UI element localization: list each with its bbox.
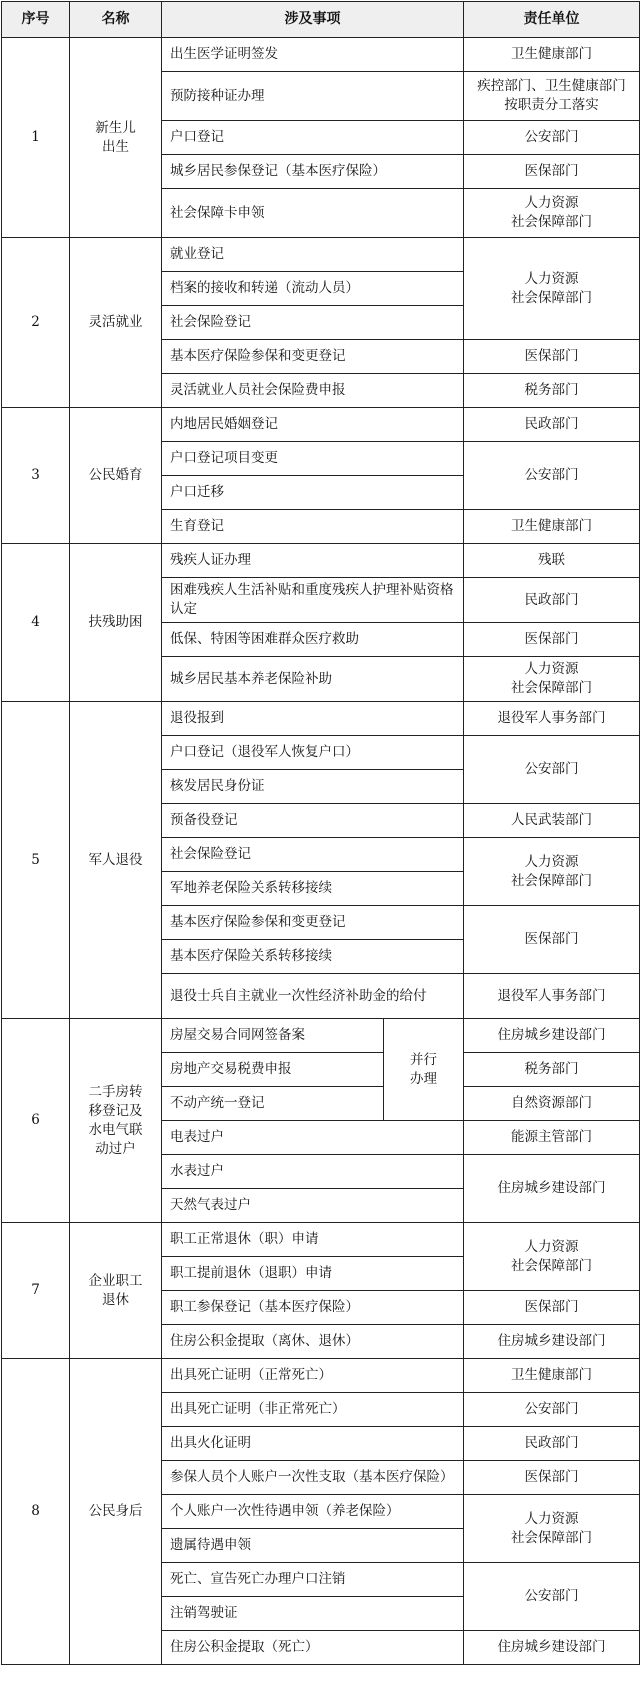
responsible-unit: 医保部门 (464, 906, 640, 974)
responsible-unit: 退役军人事务部门 (464, 702, 640, 736)
table-row (2, 238, 640, 272)
group-number: 8 (2, 1359, 70, 1665)
responsible-unit: 人力资源 社会保障部门 (464, 657, 640, 702)
responsible-unit: 住房城乡建设部门 (464, 1019, 640, 1053)
group-number: 3 (2, 408, 70, 544)
responsible-unit: 人民武装部门 (464, 804, 640, 838)
matter-item: 户口登记项目变更 (162, 442, 464, 476)
responsible-unit: 民政部门 (464, 408, 640, 442)
responsible-unit: 税务部门 (464, 374, 640, 408)
services-table (1, 1, 640, 1665)
matter-item: 死亡、宣告死亡办理户口注销 (162, 1563, 464, 1597)
matter-item: 个人账户一次性待遇申领（养老保险） (162, 1495, 464, 1529)
matter-item: 预备役登记 (162, 804, 464, 838)
matter-item: 低保、特困等困难群众医疗救助 (162, 623, 464, 657)
matter-item: 天然气表过户 (162, 1189, 464, 1223)
group-name: 军人退役 (70, 702, 162, 1019)
responsible-unit: 人力资源 社会保障部门 (464, 1223, 640, 1291)
responsible-unit: 公安部门 (464, 442, 640, 510)
responsible-unit: 疾控部门、卫生健康部门 按职责分工落实 (464, 72, 640, 121)
matter-item: 参保人员个人账户一次性支取（基本医疗保险） (162, 1461, 464, 1495)
matter-item: 户口迁移 (162, 476, 464, 510)
responsible-unit: 公安部门 (464, 1393, 640, 1427)
matter-item: 基本医疗保险参保和变更登记 (162, 340, 464, 374)
header-row (2, 2, 640, 38)
responsible-unit: 税务部门 (464, 1053, 640, 1087)
responsible-unit: 医保部门 (464, 1461, 640, 1495)
parallel-processing-note: 并行 办理 (384, 1019, 464, 1121)
table-row (2, 702, 640, 736)
responsible-unit: 人力资源 社会保障部门 (464, 189, 640, 238)
matter-item: 基本医疗保险参保和变更登记 (162, 906, 464, 940)
responsible-unit: 医保部门 (464, 623, 640, 657)
group-number: 4 (2, 544, 70, 702)
responsible-unit: 医保部门 (464, 1291, 640, 1325)
responsible-unit: 医保部门 (464, 155, 640, 189)
group-name: 公民婚育 (70, 408, 162, 544)
responsible-unit: 住房城乡建设部门 (464, 1155, 640, 1223)
group-number: 1 (2, 38, 70, 238)
matter-item: 出具死亡证明（正常死亡） (162, 1359, 464, 1393)
responsible-unit: 公安部门 (464, 121, 640, 155)
matter-item: 灵活就业人员社会保险费申报 (162, 374, 464, 408)
matter-item: 出具死亡证明（非正常死亡） (162, 1393, 464, 1427)
matter-item: 退役士兵自主就业一次性经济补助金的给付 (162, 974, 464, 1019)
matter-item: 就业登记 (162, 238, 464, 272)
responsible-unit: 住房城乡建设部门 (464, 1631, 640, 1665)
header-unit: 责任单位 (464, 2, 640, 38)
responsible-unit: 自然资源部门 (464, 1087, 640, 1121)
matter-item: 职工提前退休（退职）申请 (162, 1257, 464, 1291)
matter-item: 职工参保登记（基本医疗保险） (162, 1291, 464, 1325)
table-row (2, 544, 640, 578)
matter-item: 预防接种证办理 (162, 72, 464, 121)
matter-item: 退役报到 (162, 702, 464, 736)
table-row (2, 1019, 640, 1053)
matter-item: 核发居民身份证 (162, 770, 464, 804)
matter-item: 遗属待遇申领 (162, 1529, 464, 1563)
matter-item: 水表过户 (162, 1155, 464, 1189)
matter-item: 城乡居民参保登记（基本医疗保险） (162, 155, 464, 189)
responsible-unit: 住房城乡建设部门 (464, 1325, 640, 1359)
group-name: 公民身后 (70, 1359, 162, 1665)
table-row (2, 408, 640, 442)
responsible-unit: 卫生健康部门 (464, 38, 640, 72)
matter-item: 注销驾驶证 (162, 1597, 464, 1631)
matter-item: 内地居民婚姻登记 (162, 408, 464, 442)
matter-item: 残疾人证办理 (162, 544, 464, 578)
matter-item: 档案的接收和转递（流动人员） (162, 272, 464, 306)
matter-item: 社会保险登记 (162, 838, 464, 872)
matter-item: 住房公积金提取（死亡） (162, 1631, 464, 1665)
table-row (2, 1223, 640, 1257)
responsible-unit: 人力资源 社会保障部门 (464, 238, 640, 340)
responsible-unit: 公安部门 (464, 736, 640, 804)
group-name: 企业职工 退休 (70, 1223, 162, 1359)
responsible-unit: 退役军人事务部门 (464, 974, 640, 1019)
group-name: 扶残助困 (70, 544, 162, 702)
matter-item: 电表过户 (162, 1121, 464, 1155)
table-row (2, 38, 640, 72)
header-name: 名称 (70, 2, 162, 38)
responsible-unit: 公安部门 (464, 1563, 640, 1631)
matter-item: 社会保障卡申领 (162, 189, 464, 238)
matter-item: 军地养老保险关系转移接续 (162, 872, 464, 906)
matter-item: 户口登记 (162, 121, 464, 155)
responsible-unit: 能源主管部门 (464, 1121, 640, 1155)
group-name: 二手房转 移登记及 水电气联 动过户 (70, 1019, 162, 1223)
header-matters: 涉及事项 (162, 2, 464, 38)
matter-item: 出具火化证明 (162, 1427, 464, 1461)
table-row (2, 1359, 640, 1393)
responsible-unit: 残联 (464, 544, 640, 578)
matter-item: 困难残疾人生活补贴和重度残疾人护理补贴资格认定 (162, 578, 464, 623)
matter-item: 基本医疗保险关系转移接续 (162, 940, 464, 974)
responsible-unit: 人力资源 社会保障部门 (464, 1495, 640, 1563)
matter-item: 不动产统一登记 (162, 1087, 384, 1121)
responsible-unit: 人力资源 社会保障部门 (464, 838, 640, 906)
group-number: 5 (2, 702, 70, 1019)
matter-item: 城乡居民基本养老保险补助 (162, 657, 464, 702)
group-number: 6 (2, 1019, 70, 1223)
header-index: 序号 (2, 2, 70, 38)
responsible-unit: 卫生健康部门 (464, 1359, 640, 1393)
responsible-unit: 民政部门 (464, 1427, 640, 1461)
matter-item: 社会保险登记 (162, 306, 464, 340)
matter-item: 住房公积金提取（离休、退休） (162, 1325, 464, 1359)
group-name: 新生儿 出生 (70, 38, 162, 238)
matter-item: 房屋交易合同网签备案 (162, 1019, 384, 1053)
matter-item: 职工正常退休（职）申请 (162, 1223, 464, 1257)
responsible-unit: 医保部门 (464, 340, 640, 374)
matter-item: 户口登记（退役军人恢复户口） (162, 736, 464, 770)
group-number: 2 (2, 238, 70, 408)
group-name: 灵活就业 (70, 238, 162, 408)
group-number: 7 (2, 1223, 70, 1359)
matter-item: 房地产交易税费申报 (162, 1053, 384, 1087)
responsible-unit: 卫生健康部门 (464, 510, 640, 544)
matter-item: 生育登记 (162, 510, 464, 544)
matter-item: 出生医学证明签发 (162, 38, 464, 72)
responsible-unit: 民政部门 (464, 578, 640, 623)
